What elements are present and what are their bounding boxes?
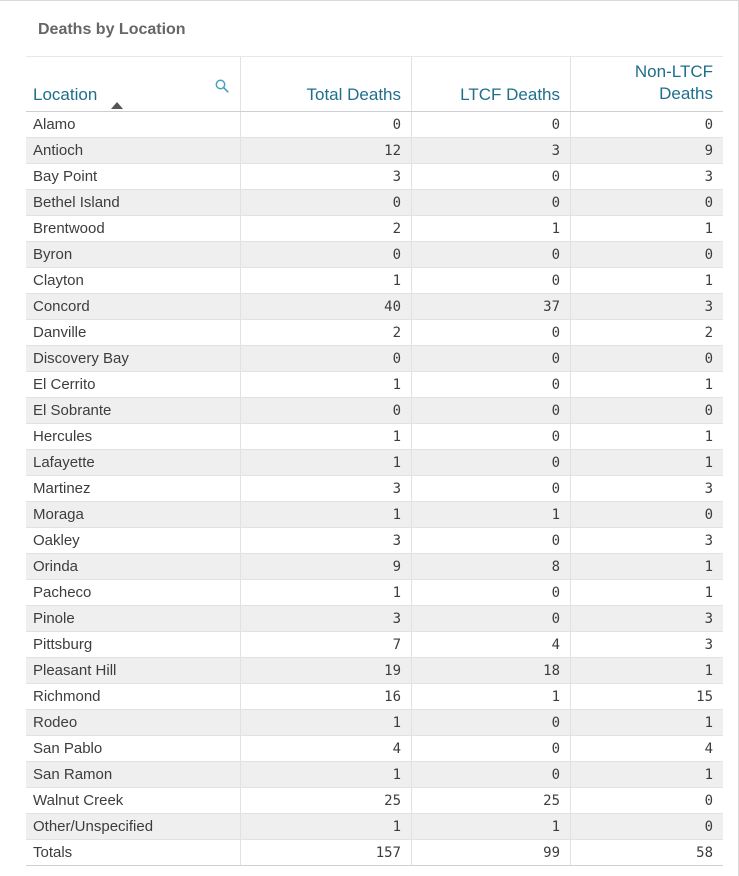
table-row[interactable] (26, 398, 723, 424)
cell-location: Antioch (26, 138, 241, 163)
cell-total-deaths: 1 (241, 502, 412, 527)
cell-total-deaths: 0 (241, 112, 412, 137)
deaths-table (26, 56, 723, 866)
cell-ltcf-deaths: 0 (412, 450, 571, 475)
cell-total-deaths: 0 (241, 398, 412, 423)
cell-ltcf-deaths: 0 (412, 710, 571, 735)
cell-location: San Ramon (26, 762, 241, 787)
cell-location: Walnut Creek (26, 788, 241, 813)
cell-non-ltcf-deaths: 0 (704, 194, 713, 211)
cell-location: Clayton (26, 268, 241, 293)
cell-total-deaths: 3 (241, 606, 412, 631)
column-header-ltcf-deaths[interactable] (412, 57, 571, 111)
cell-ltcf-deaths: 0 (412, 242, 571, 267)
table-row[interactable] (26, 710, 723, 736)
cell-location: Pinole (26, 606, 241, 631)
cell-total-deaths: 2 (241, 216, 412, 241)
cell-total-deaths: 0 (241, 242, 412, 267)
cell-location: El Cerrito (26, 372, 241, 397)
table-row[interactable] (26, 164, 723, 190)
cell-ltcf-deaths: 0 (412, 606, 571, 631)
cell-ltcf-deaths: 0 (412, 268, 571, 293)
column-header-location[interactable] (26, 57, 241, 111)
cell-non-ltcf-deaths: 3 (704, 168, 713, 185)
cell-location: Pleasant Hill (26, 658, 241, 683)
cell-total-deaths: 1 (241, 814, 412, 839)
cell-non-ltcf-deaths: 3 (704, 610, 713, 627)
cell-total-deaths: 1 (241, 372, 412, 397)
cell-non-ltcf-deaths: 0 (704, 792, 713, 809)
cell-non-ltcf-deaths: 15 (696, 688, 713, 705)
table-row[interactable] (26, 476, 723, 502)
cell-total-deaths: 9 (241, 554, 412, 579)
search-icon[interactable] (215, 79, 229, 93)
cell-ltcf-deaths: 0 (412, 346, 571, 371)
panel-title: Deaths by Location (38, 21, 186, 38)
table-row[interactable] (26, 320, 723, 346)
cell-non-ltcf-deaths: 1 (704, 584, 713, 601)
cell-total-deaths: 40 (241, 294, 412, 319)
cell-non-ltcf-deaths: 9 (704, 142, 713, 159)
cell-location: San Pablo (26, 736, 241, 761)
cell-ltcf-deaths: 1 (412, 502, 571, 527)
cell-location: Moraga (26, 502, 241, 527)
table-row[interactable] (26, 528, 723, 554)
cell-location: Bay Point (26, 164, 241, 189)
cell-location: Pacheco (26, 580, 241, 605)
table-row[interactable] (26, 684, 723, 710)
cell-total-deaths: 1 (241, 762, 412, 787)
cell-ltcf-deaths: 0 (412, 372, 571, 397)
table-row[interactable] (26, 138, 723, 164)
cell-location: Martinez (26, 476, 241, 501)
cell-ltcf-deaths: 0 (412, 320, 571, 345)
cell-location: Hercules (26, 424, 241, 449)
cell-ltcf-deaths: 25 (412, 788, 571, 813)
table-row[interactable] (26, 372, 723, 398)
table-row[interactable] (26, 658, 723, 684)
cell-non-ltcf-deaths: 0 (704, 506, 713, 523)
cell-non-ltcf-deaths: 1 (704, 220, 713, 237)
cell-location: Danville (26, 320, 241, 345)
cell-non-ltcf-deaths: 0 (704, 246, 713, 263)
cell-location: Alamo (26, 112, 241, 137)
cell-location: Byron (26, 242, 241, 267)
cell-ltcf-deaths: 0 (412, 190, 571, 215)
cell-non-ltcf-deaths: 1 (704, 766, 713, 783)
cell-ltcf-deaths: 0 (412, 528, 571, 553)
cell-non-ltcf-deaths: 1 (704, 428, 713, 445)
cell-ltcf-deaths: 0 (412, 112, 571, 137)
cell-non-ltcf-deaths: 1 (704, 376, 713, 393)
table-row[interactable] (26, 424, 723, 450)
column-header-total-deaths-label: Total Deaths (306, 85, 401, 104)
cell-total-deaths: 1 (241, 710, 412, 735)
cell-total-deaths: 4 (241, 736, 412, 761)
table-row[interactable] (26, 216, 723, 242)
cell-location: Rodeo (26, 710, 241, 735)
cell-total-deaths: 3 (241, 476, 412, 501)
cell-location: Concord (26, 294, 241, 319)
table-body (26, 112, 723, 840)
cell-location: Brentwood (26, 216, 241, 241)
cell-non-ltcf-deaths: 3 (704, 480, 713, 497)
cell-ltcf-deaths: 37 (412, 294, 571, 319)
table-row[interactable] (26, 242, 723, 268)
table-row[interactable] (26, 190, 723, 216)
cell-location: El Sobrante (26, 398, 241, 423)
cell-location: Lafayette (26, 450, 241, 475)
table-row[interactable] (26, 736, 723, 762)
cell-non-ltcf-deaths: 3 (704, 298, 713, 315)
cell-ltcf-deaths: 8 (412, 554, 571, 579)
cell-total-deaths: 16 (241, 684, 412, 709)
totals-label: Totals (26, 840, 241, 865)
cell-total-deaths: 0 (241, 190, 412, 215)
cell-total-deaths: 12 (241, 138, 412, 163)
cell-ltcf-deaths: 4 (412, 632, 571, 657)
table-row[interactable] (26, 112, 723, 138)
table-row[interactable] (26, 580, 723, 606)
cell-ltcf-deaths: 18 (412, 658, 571, 683)
cell-location: Oakley (26, 528, 241, 553)
cell-non-ltcf-deaths: 3 (704, 636, 713, 653)
cell-ltcf-deaths: 0 (412, 476, 571, 501)
cell-non-ltcf-deaths: 1 (704, 454, 713, 471)
cell-total-deaths: 25 (241, 788, 412, 813)
cell-non-ltcf-deaths: 1 (704, 558, 713, 575)
cell-ltcf-deaths: 1 (412, 216, 571, 241)
column-header-non-ltcf-deaths-label: Non-LTCF Deaths (634, 62, 713, 103)
table-row[interactable] (26, 346, 723, 372)
cell-total-deaths: 1 (241, 424, 412, 449)
table-row[interactable] (26, 814, 723, 840)
cell-total-deaths: 1 (241, 580, 412, 605)
totals-ltcf-deaths: 99 (412, 840, 571, 865)
table-row[interactable] (26, 294, 723, 320)
totals-non-ltcf-deaths: 58 (696, 844, 713, 861)
cell-non-ltcf-deaths: 0 (704, 350, 713, 367)
column-header-location-label: Location (33, 85, 98, 104)
cell-location: Pittsburg (26, 632, 241, 657)
cell-ltcf-deaths: 0 (412, 580, 571, 605)
cell-non-ltcf-deaths: 4 (704, 740, 713, 757)
totals-row (26, 840, 723, 866)
cell-location: Other/Unspecified (26, 814, 241, 839)
cell-total-deaths: 3 (241, 164, 412, 189)
cell-ltcf-deaths: 3 (412, 138, 571, 163)
cell-location: Discovery Bay (26, 346, 241, 371)
column-header-total-deaths[interactable] (241, 57, 412, 111)
cell-non-ltcf-deaths: 0 (704, 116, 713, 133)
table-row[interactable] (26, 502, 723, 528)
cell-location: Richmond (26, 684, 241, 709)
cell-total-deaths: 19 (241, 658, 412, 683)
cell-ltcf-deaths: 1 (412, 684, 571, 709)
cell-ltcf-deaths: 0 (412, 762, 571, 787)
cell-total-deaths: 2 (241, 320, 412, 345)
column-header-non-ltcf-deaths[interactable] (571, 57, 723, 111)
cell-total-deaths: 1 (241, 268, 412, 293)
cell-ltcf-deaths: 0 (412, 164, 571, 189)
cell-non-ltcf-deaths: 1 (704, 662, 713, 679)
table-row[interactable] (26, 762, 723, 788)
cell-non-ltcf-deaths: 0 (704, 818, 713, 835)
cell-non-ltcf-deaths: 3 (704, 532, 713, 549)
table-row[interactable] (26, 632, 723, 658)
totals-total-deaths: 157 (241, 840, 412, 865)
table-row[interactable] (26, 606, 723, 632)
cell-ltcf-deaths: 1 (412, 814, 571, 839)
table-row[interactable] (26, 450, 723, 476)
table-row[interactable] (26, 788, 723, 814)
cell-total-deaths: 3 (241, 528, 412, 553)
column-header-ltcf-deaths-label: LTCF Deaths (460, 85, 560, 104)
cell-location: Orinda (26, 554, 241, 579)
table-row[interactable] (26, 268, 723, 294)
cell-ltcf-deaths: 0 (412, 424, 571, 449)
cell-non-ltcf-deaths: 1 (704, 714, 713, 731)
cell-non-ltcf-deaths: 1 (704, 272, 713, 289)
cell-non-ltcf-deaths: 0 (704, 402, 713, 419)
cell-ltcf-deaths: 0 (412, 398, 571, 423)
cell-total-deaths: 1 (241, 450, 412, 475)
cell-non-ltcf-deaths: 2 (704, 324, 713, 341)
sort-ascending-icon (111, 102, 123, 109)
cell-location: Bethel Island (26, 190, 241, 215)
table-row[interactable] (26, 554, 723, 580)
cell-total-deaths: 0 (241, 346, 412, 371)
table-header-row (26, 56, 723, 112)
cell-total-deaths: 7 (241, 632, 412, 657)
cell-ltcf-deaths: 0 (412, 736, 571, 761)
